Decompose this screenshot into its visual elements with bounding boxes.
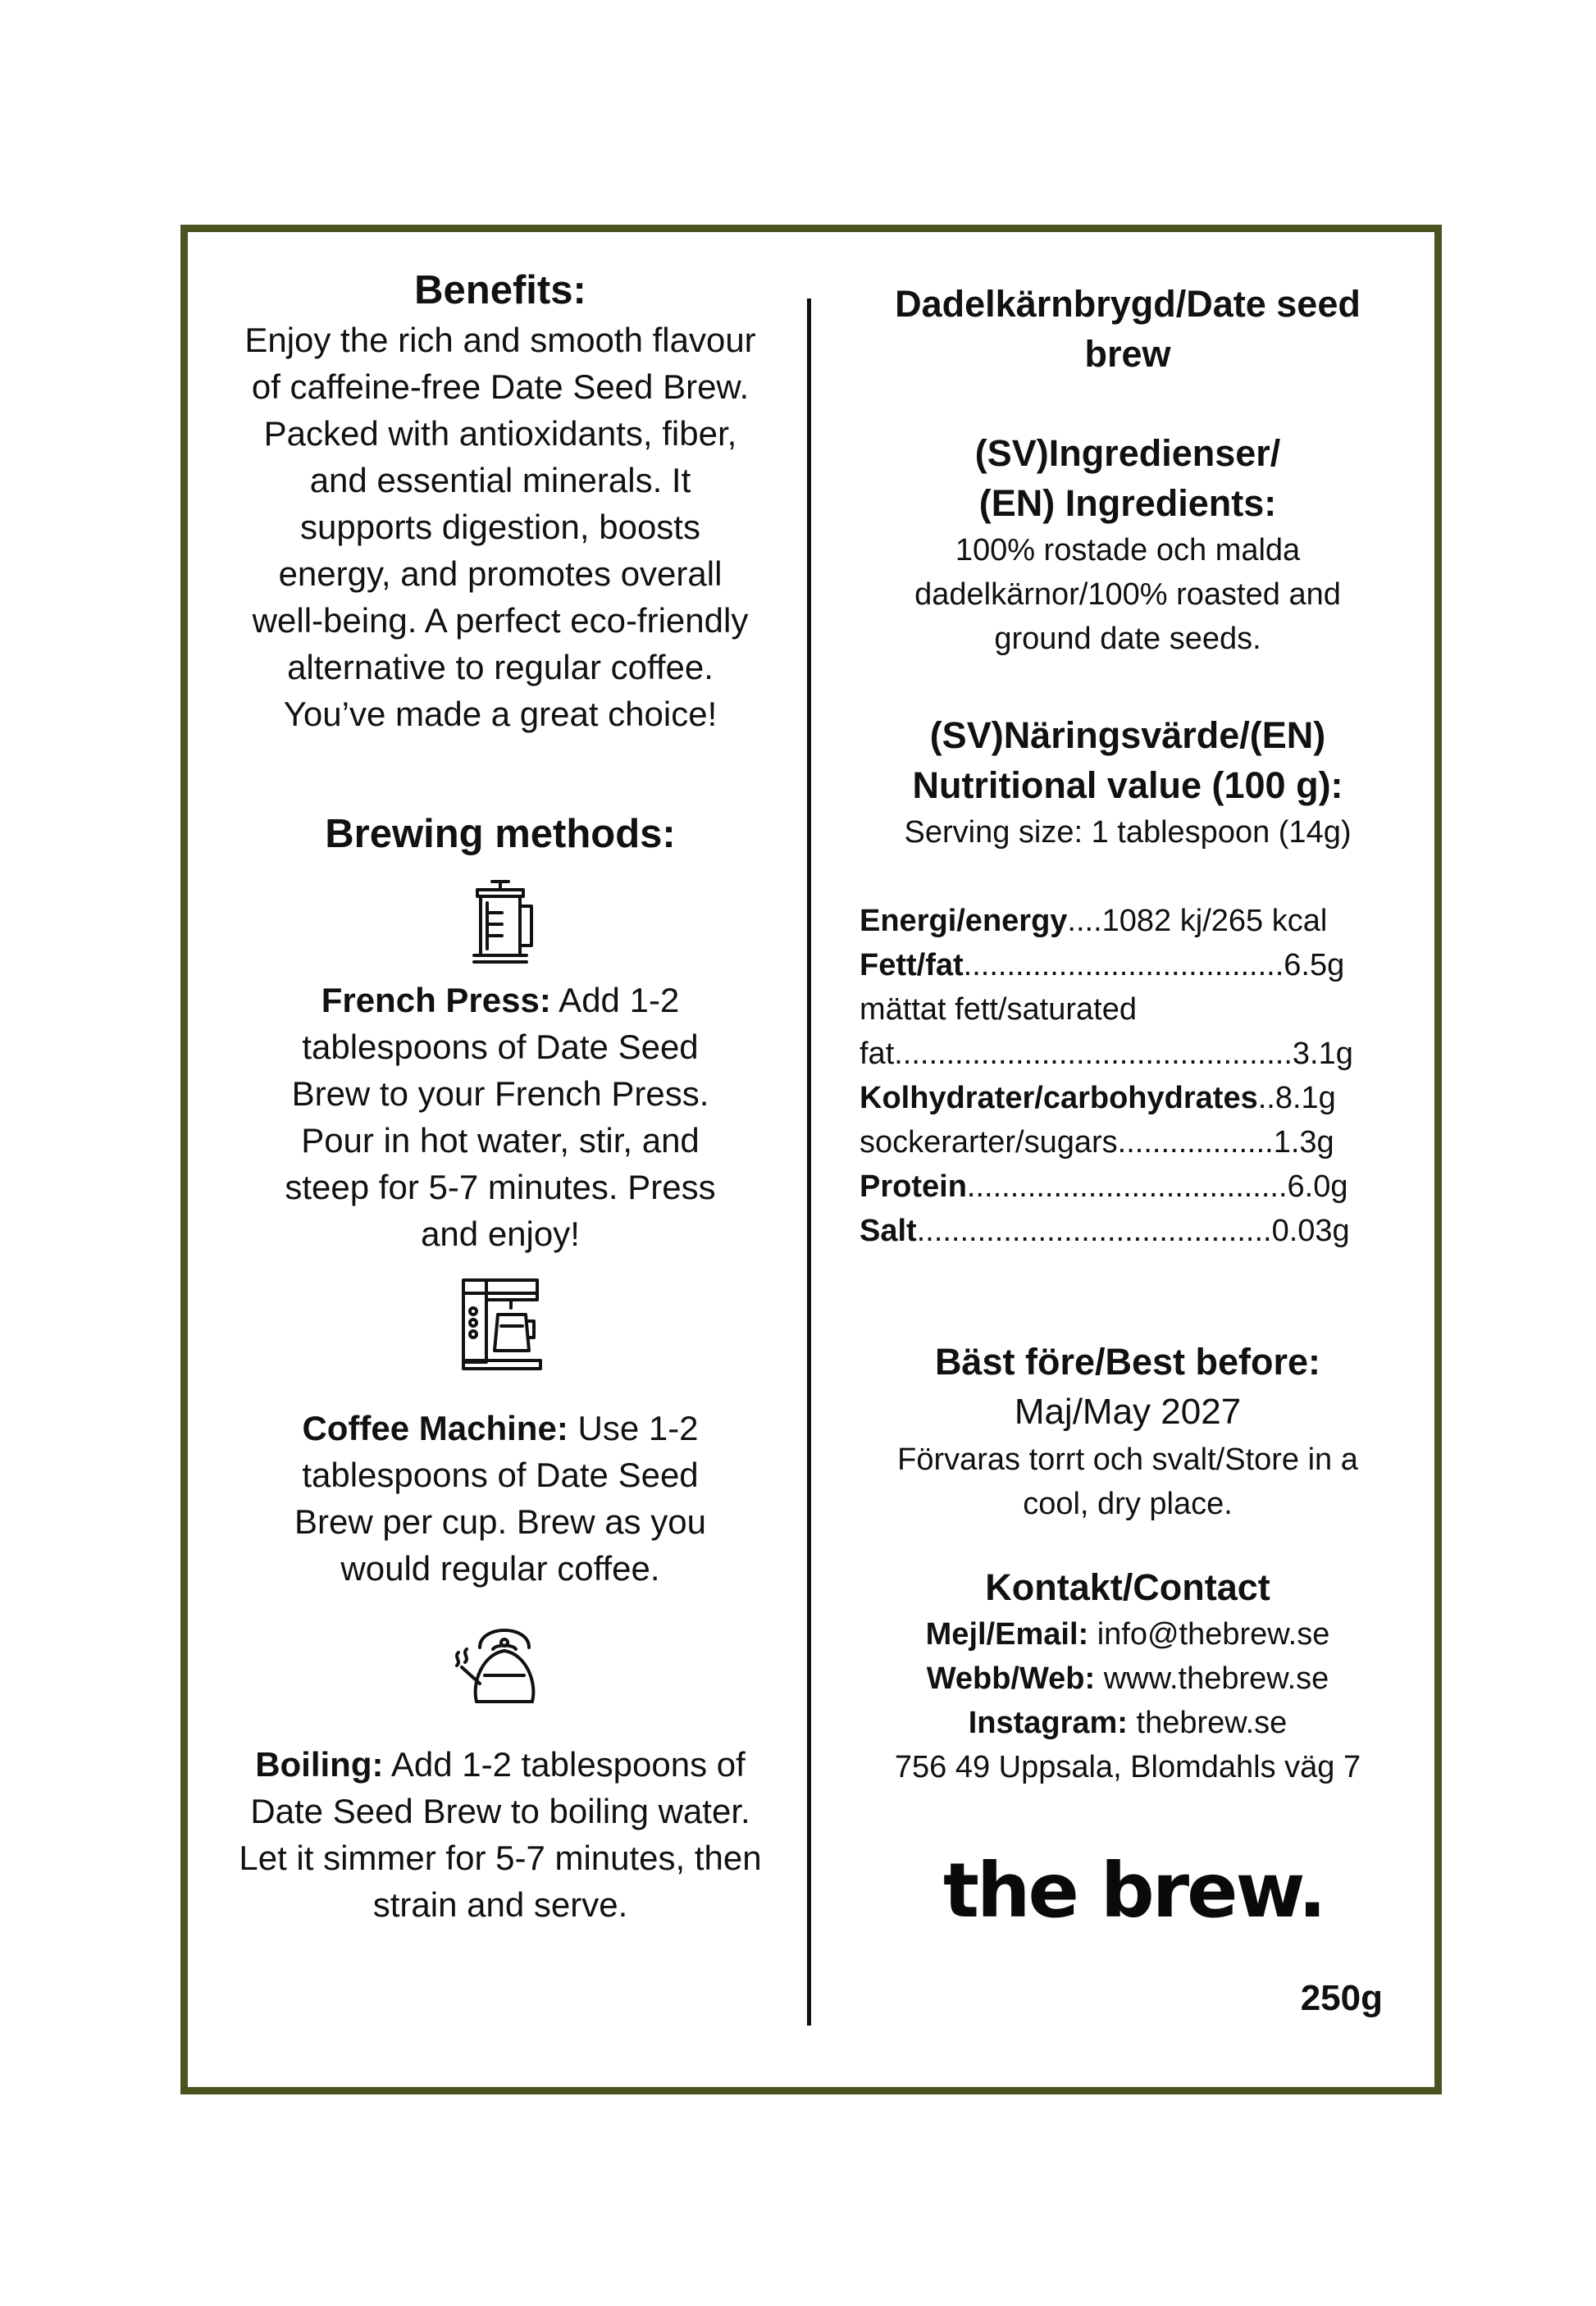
nutrition-row [860,899,1384,943]
nutrition-label: Kolhydrater/carbohydrates [860,1081,1258,1115]
contact-title: Kontakt/Contact [985,1566,1270,1608]
nutrition-title-en: Nutritional value (100 g): [912,764,1343,806]
serving-size: Serving size: 1 tablespoon (14g) [904,815,1352,850]
nutrition-label: Salt [860,1214,917,1248]
french-press-description: Add 1-2 tablespoons of Date Seed Brew to your French Press. Pour in hot water, stir, and steep for 5-7 minutes. Press and enjoy! [285,981,716,1253]
nutrition-value: 0.03g [1271,1214,1350,1248]
french-press-label: French Press: [321,981,551,1019]
nutrition-row [860,1164,1384,1209]
web-label: Webb/Web: [926,1661,1096,1696]
best-before-date: Maj/May 2027 [1014,1392,1242,1432]
nutrition-title-sv: (SV)Näringsvärde/(EN) [929,714,1326,756]
nutrition-label: Protein [860,1169,967,1204]
instagram-label: Instagram: [968,1706,1128,1740]
nutrition-label: mättat fett/saturated [860,992,1137,1027]
nutrition-row [860,1209,1384,1253]
boiling-description: Add 1-2 tablespoons of Date Seed Brew to boiling water. Let it simmer for 5-7 minutes, then strain and serve. [239,1745,762,1924]
contact-web [853,1657,1402,1701]
boiling-label: Boiling: [255,1745,384,1784]
french-press-icon [459,877,541,967]
column-divider [807,299,811,2026]
nutrition-value: 6.0g [1287,1169,1348,1204]
best-before-title: Bäst före/Best before: [934,1341,1321,1383]
nutrition-dots: .................. [1117,1125,1274,1160]
nutrition-value: 6.5g [1284,948,1345,982]
net-weight: 250g [1300,1978,1383,2018]
nutrition-label: Energi/energy [860,904,1068,938]
web-value[interactable]: www.thebrew.se [1095,1661,1329,1696]
nutrition-dots: .... [1067,904,1102,938]
contact-email [853,1612,1402,1657]
coffee-machine-icon [455,1275,545,1374]
nutrition-dots: .. [1257,1081,1275,1115]
coffee-machine-text [234,1405,767,1592]
email-label: Mejl/Email: [925,1617,1089,1652]
nutrition-row [860,1120,1384,1164]
ingredients-title-en: (EN) Ingredients: [978,482,1277,524]
nutrition-value: 1.3g [1273,1125,1334,1160]
nutrition-value: 8.1g [1275,1081,1336,1115]
storage-text: Förvaras torrt och svalt/Store in a cool, dry place. [897,1442,1358,1521]
product-title: Dadelkärnbrygd/Date seed brew [895,283,1361,375]
ingredients-title-sv: (SV)Ingredienser/ [974,432,1281,474]
nutrition-table [853,899,1384,1253]
coffee-machine-label: Coffee Machine: [302,1409,568,1447]
french-press-text [234,977,767,1257]
nutrition-dots: .............................................. [894,1037,1293,1071]
email-value[interactable]: info@thebrew.se [1088,1617,1330,1652]
nutrition-dots: ..................................... [966,1169,1288,1204]
ingredients-text: 100% rostade och malda dadelkärnor/100% roasted and ground date seeds. [914,533,1341,656]
nutrition-dots: ..................................... [963,948,1284,982]
kettle-icon [447,1616,554,1715]
right-column [853,279,1402,2019]
nutrition-row [860,1076,1384,1120]
nutrition-value: 1082 kj/265 kcal [1101,904,1328,938]
coffee-machine-description: Use 1-2 tablespoons of Date Seed Brew per cup. Brew as you would regular coffee. [294,1409,706,1588]
contact-instagram [853,1701,1402,1745]
benefits-text: Enjoy the rich and smooth flavour of caffeine-free Date Seed Brew. Packed with antioxidants, fiber, and essential minerals. It supports digestion, boosts energy, and promotes overall well-being. A perfect eco-friendly alternative to regular coffee. You’ve made a great choice! [244,321,756,733]
brand-logo: the brew. [943,1847,1325,1935]
nutrition-value: 3.1g [1292,1037,1353,1071]
instagram-value[interactable]: thebrew.se [1127,1706,1288,1740]
boiling-text [234,1741,767,1928]
nutrition-row [860,1032,1384,1076]
nutrition-label: sockerarter/sugars [860,1125,1118,1160]
contact-address: 756 49 Uppsala, Blomdahls väg 7 [894,1750,1361,1784]
nutrition-row [860,943,1384,987]
nutrition-row [860,987,1384,1032]
nutrition-label: fat [860,1037,895,1071]
benefits-title: Benefits: [414,268,586,312]
brewing-title: Brewing methods: [325,812,676,856]
left-column [234,264,767,1928]
nutrition-label: Fett/fat [860,948,964,982]
nutrition-dots: ......................................... [916,1214,1272,1248]
